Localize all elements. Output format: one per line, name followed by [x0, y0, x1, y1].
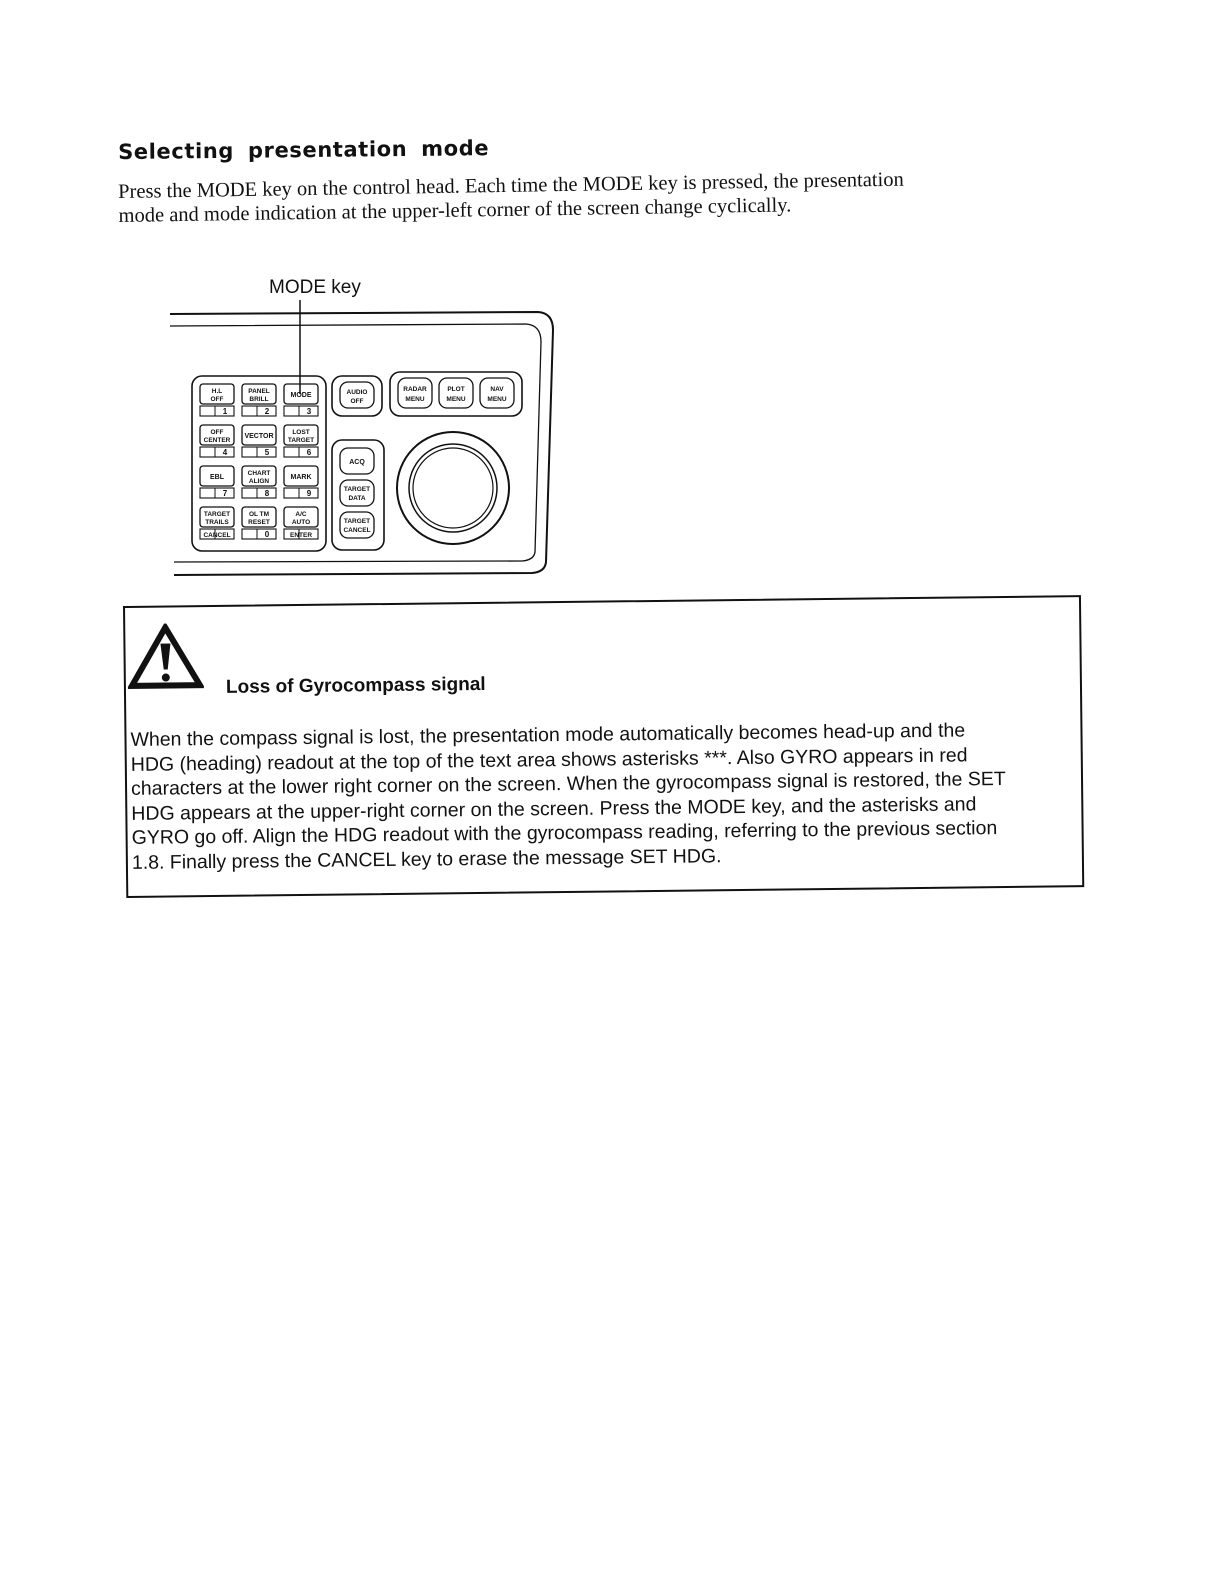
key-label-num: 8	[264, 489, 270, 498]
key-label-top2: BRILL	[249, 396, 269, 403]
key-label-top: H.L	[211, 388, 223, 395]
key-label-top2: DATA	[348, 495, 366, 502]
key-label-top2: MENU	[446, 396, 466, 403]
warning-line: HDG (heading) readout at the top of the text area shows asterisks ***. Also GYRO appears in red	[130, 743, 968, 776]
key-label-top2: CANCEL	[343, 527, 371, 534]
keypad-key-mark[interactable]	[284, 466, 318, 498]
key-label-top: TARGET	[343, 486, 371, 493]
key-label-num: 4	[222, 448, 228, 457]
warning-line: GYRO go off. Align the HDG readout with the gyrocompass reading, referring to the previous section	[131, 817, 998, 849]
key-label-num: CANCEL	[203, 532, 231, 539]
warning-title: Loss of Gyrocompass signal	[225, 673, 486, 698]
keypad-key-a-c[interactable]	[284, 507, 318, 539]
keypad-key-off[interactable]	[200, 425, 234, 457]
key-label-top2: TRAILS	[205, 519, 229, 526]
key-label-top: AUDIO	[346, 389, 368, 396]
warning-line: When the compass signal is lost, the presentation mode automatically becomes head-up and the	[130, 719, 966, 751]
key-label-top: RADAR	[403, 386, 427, 393]
key-label-top: EBL	[210, 474, 224, 481]
section-heading: Selecting presentation mode	[118, 136, 490, 164]
key-label-top: LOST	[292, 429, 310, 436]
keypad-key-ebl[interactable]	[200, 466, 234, 498]
key-label-top: PANEL	[248, 388, 270, 395]
key-label-num: 3	[306, 407, 312, 416]
warning-triangle-icon	[127, 623, 204, 690]
target-key-target-data[interactable]	[340, 480, 374, 506]
key-label-top2: OFF	[350, 398, 364, 405]
key-label-num: 2	[264, 407, 270, 416]
key-label-num: ENTER	[289, 532, 313, 539]
key-label-top: NAV	[490, 386, 504, 393]
key-label-top: PLOT	[447, 386, 465, 393]
intro-line: mode and mode indication at the upper-left corner of the screen change cyclically.	[118, 194, 792, 227]
warning-line: characters at the lower right corner on the screen. When the gyrocompass signal is restored, the SET	[130, 767, 1006, 800]
warning-box	[123, 595, 1082, 896]
target-key-acq[interactable]	[340, 448, 374, 474]
menu-key-plot[interactable]	[439, 378, 473, 408]
key-label-num: 6	[306, 448, 312, 457]
key-label-top2: CENTER	[203, 437, 231, 444]
key-label-top2: ALIGN	[248, 478, 270, 485]
key-label-num: 1	[222, 407, 228, 416]
key-label-top: CHART	[247, 470, 271, 477]
keypad-key-chart[interactable]	[242, 466, 276, 498]
keypad-key-target[interactable]	[200, 507, 234, 539]
mode-key-callout: MODE key	[269, 277, 361, 298]
key-label-num: 5	[264, 448, 270, 457]
numeric-keypad	[200, 384, 318, 539]
key-label-top: ACQ	[349, 459, 365, 466]
key-label-num: 9	[306, 489, 312, 498]
key-label-top: TARGET	[203, 511, 231, 518]
key-label-top: MARK	[290, 474, 312, 481]
keypad-key-h-l[interactable]	[200, 384, 234, 416]
control-head-figure	[160, 300, 570, 585]
menu-key-group	[398, 378, 514, 408]
key-label-num: 7	[222, 489, 228, 498]
trackball[interactable]	[397, 432, 509, 544]
key-label-top2: MENU	[405, 396, 425, 403]
menu-key-nav[interactable]	[480, 378, 514, 408]
intro-line: Press the MODE key on the control head. Each time the MODE key is pressed, the presentation	[118, 168, 904, 203]
warning-line: HDG appears at the upper-right corner on the screen. Press the MODE key, and the asterisks and	[131, 792, 977, 825]
audio-off-key[interactable]	[340, 382, 374, 408]
intro-paragraph	[118, 166, 1039, 228]
key-label-top: TARGET	[343, 518, 371, 525]
keypad-key-mode[interactable]	[284, 384, 318, 416]
keypad-key-panel[interactable]	[242, 384, 276, 416]
key-label-top2: OFF	[210, 396, 224, 403]
key-label-top: OL TM	[248, 511, 270, 518]
key-label-top: MODE	[290, 392, 312, 399]
audio-key-group	[340, 382, 374, 408]
keypad-key-lost[interactable]	[284, 425, 318, 457]
keypad-key-vector[interactable]	[242, 425, 276, 457]
key-label-num: 0	[264, 530, 270, 539]
warning-line: 1.8. Finally press the CANCEL key to erase the message SET HDG.	[131, 844, 722, 874]
key-label-top2: AUTO	[291, 519, 311, 526]
key-label-top2: TARGET	[287, 437, 315, 444]
key-label-top2: RESET	[248, 519, 270, 526]
warning-text	[130, 717, 1078, 875]
key-label-top: VECTOR	[244, 433, 274, 440]
key-label-top2: MENU	[487, 396, 507, 403]
menu-key-radar[interactable]	[398, 378, 432, 408]
target-key-target-cancel[interactable]	[340, 512, 374, 538]
target-key-group	[340, 448, 374, 538]
key-label-top: OFF	[210, 429, 224, 436]
keypad-key-ol-tm[interactable]	[242, 507, 276, 539]
key-label-top: A/C	[295, 511, 307, 518]
